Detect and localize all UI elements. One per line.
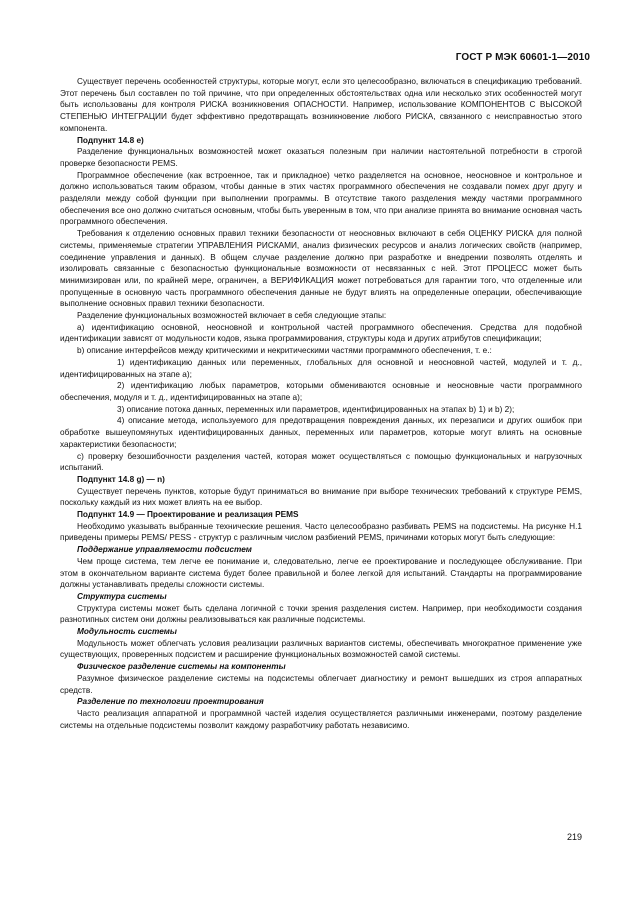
paragraph: Существует перечень особенностей структуры, которые могут, если это целесообразно, включаться в спецификацию требований. Этот перечень был составлен по той причине, что при определенных обстоятельствах одна или несколько этих особенностей могут быть использованы для контроля РИСКА возникновения ОПАСНОСТИ. Например, использование КОМПОНЕНТОВ С ВЫСОКОЙ СТЕПЕНЬЮ ИНТЕГРАЦИИ будет эффективно предотвращать возникновение любого РИСКА, связанного с неисправностью этого компонента. <box>60 77 582 133</box>
paragraph: c) проверку безошибочности разделения частей, которая может осуществляться с помощью функциональных и нагрузочных испытаний. <box>60 451 582 473</box>
subsection-heading: Физическое разделение системы на компоненты <box>77 662 286 672</box>
page-number: 219 <box>566 832 582 842</box>
paragraph: 3) описание потока данных, переменных или параметров, идентифицированных на этапах b) 1) и b) 2); <box>117 404 515 414</box>
paragraph: Модульность может облегчать условия реализации различных вариантов системы, обеспечивать многократное применение уже существующих, проверенных подсистем и расширение функциональных возможностей самой системы. <box>60 638 582 660</box>
paragraph: Существует перечень пунктов, которые будут приниматься во внимание при выборе технических требований к структуре PEMS, поскольку каждый из них может влиять на ее выбор. <box>60 486 582 508</box>
section-heading: Подпункт 14.8 е) <box>77 135 144 145</box>
paragraph: Требования к отделению основных правил техники безопасности от неосновных включают в себя ОЦЕНКУ РИСКА для полной системы, применяемые стратегии УПРАВЛЕНИЯ РИСКАМИ, анализ физических ресурсов и анализ логических свойств (например, соединение управления и данных). В общем случае разделение должно при разработке и внедрении позволять отделять и изолировать связанные с безопасностью функциональные возможности от несвязанных с ней. Этот ПРОЦЕСС может быть минимизирован или, по крайней мере, ограничен, а ВЕРИФИКАЦИЯ может потребоваться для гарантии того, что отделенные или пропущенные в основную часть программного обеспечения данные не будут влиять на определенные операции, обеспечивающие выполнение основных правил техники безопасности. <box>60 229 582 309</box>
paragraph: 1) идентификацию данных или переменных, глобальных для основной и неосновной частей, модулей и т. д., идентифицированных на этапе а); <box>60 357 582 379</box>
paragraph: 2) идентификацию любых параметров, которыми обмениваются основные и неосновные части программного обеспечения, модуля и т. д., идентифицированных на этапе а); <box>60 381 582 402</box>
paragraph: Разделение функциональных возможностей включает в себя следующие этапы: <box>77 311 387 321</box>
paragraph: Программное обеспечение (как встроенное, так и прикладное) четко разделяется на основное, неосновное и контрольное и должно использоваться таким образом, чтобы данные в этих частях программного обеспечения не создавали помех друг другу и разделяли между собой функции при выполнении программы. В отсутствие такого разделения между частями программного обеспечения все оно должно считаться основным, чтобы быть уверенным в том, что при анализе принята во внимание основная часть программного обеспечения. <box>60 170 582 227</box>
paragraph: Разумное физическое разделение системы на подсистемы облегчает диагностику и ремонт вышедших из строя аппаратных средств. <box>60 673 582 695</box>
page-body <box>60 76 582 731</box>
subsection-heading: Поддержание управляемости подсистем <box>77 545 252 555</box>
paragraph: Структура системы может быть сделана логичной с точки зрения разделения систем. Например, при необходимости создания разнотипных систем они должны реализовываться как различные подсистемы. <box>60 603 582 625</box>
paragraph: Чем проще система, тем легче ее понимание и, следовательно, легче ее проектирование и последующее обслуживание. При этом в окончательном варианте система будет более правильной и более легкой для испытаний. Стандарты на программирование должны устанавливать пределы сложности системы. <box>60 556 582 590</box>
paragraph: Необходимо указывать выбранные технические решения. Часто целесообразно разбивать PEMS на подсистемы. На рисунке Н.1 приведены примеры PEMS/ PESS - структур с различным числом разбиений PEMS, причинами которых могут быть следующие: <box>60 521 582 543</box>
paragraph: 4) описание метода, используемого для предотвращения повреждения данных, их перезаписи и других ошибок при обработке вышеупомянутых идентифицированных данных, переменных или параметров, которые могут влиять на основные характеристики безопасности; <box>60 416 582 449</box>
section-heading: Подпункт 14.8 g) — n) <box>77 474 165 484</box>
paragraph: b) описание интерфейсов между критическими и некритическими частями программного обеспечения, т. е.: <box>77 346 492 356</box>
subsection-heading: Разделение по технологии проектирования <box>77 697 264 707</box>
section-heading: Подпункт 14.9 — Проектирование и реализация PEMS <box>77 510 299 520</box>
paragraph: Разделение функциональных возможностей может оказаться полезным при наличии настоятельной потребности в строгой проверке безопасности PEMS. <box>60 147 582 168</box>
subsection-heading: Модульность системы <box>77 627 177 637</box>
paragraph: Часто реализация аппаратной и программной частей изделия осуществляется различными инженерами, поэтому разделение системы на отдельные подсистемы позволит каждому разработчику работать независимо. <box>60 708 582 730</box>
document-header: ГОСТ Р МЭК 60601-1—2010 <box>455 52 590 63</box>
subsection-heading: Структура системы <box>77 591 167 601</box>
paragraph: a) идентификацию основной, неосновной и контрольной частей программного обеспечения. Средства для подобной идентификации зависят от модульности кодов, языка программирования, структуры кода и других атрибутов спецификации; <box>60 322 582 344</box>
